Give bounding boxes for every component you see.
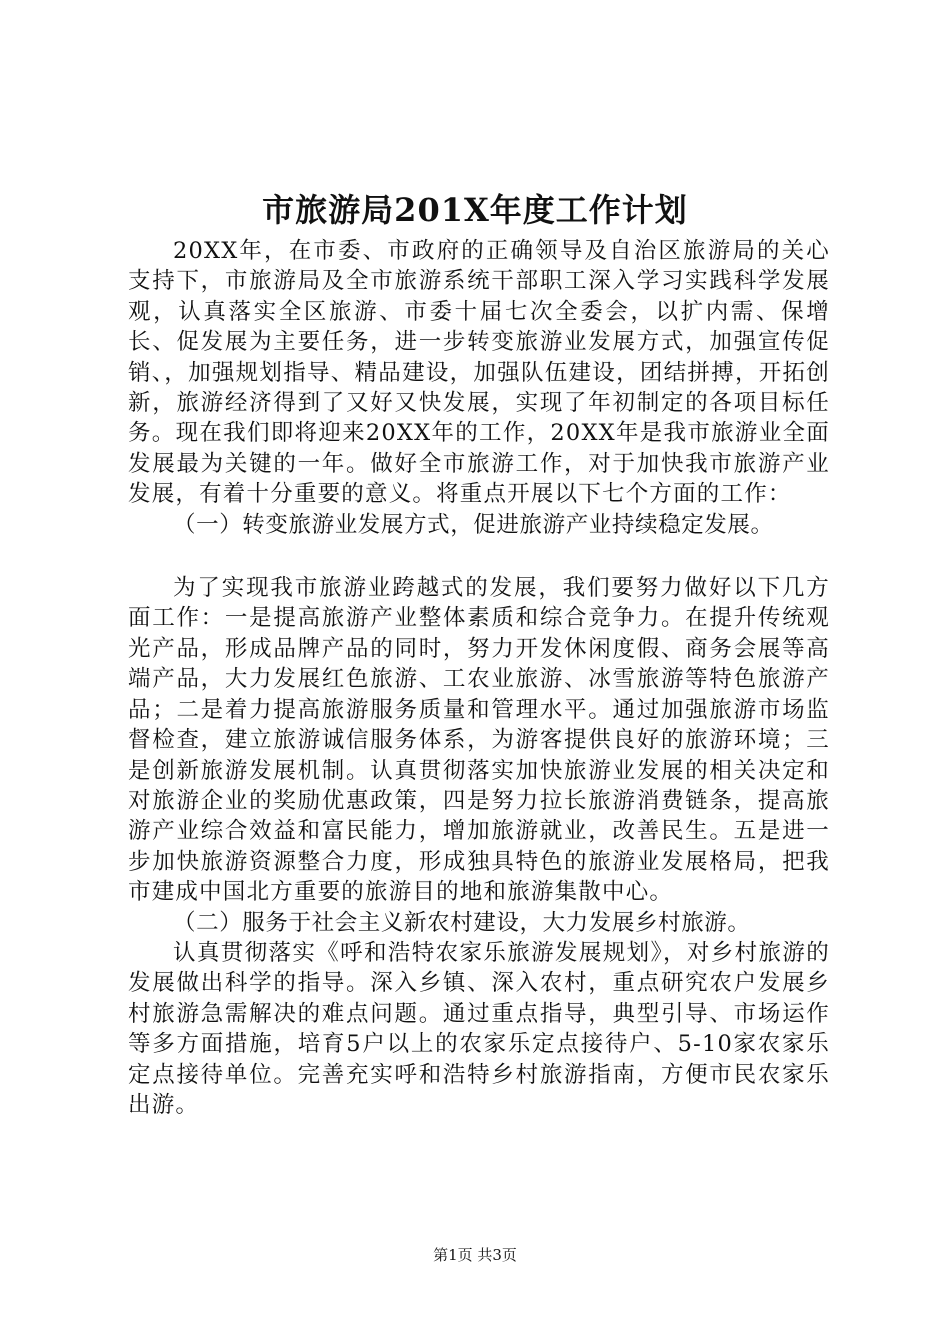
page-number-footer: 第1页 共3页: [433, 1246, 517, 1264]
section-heading-2: （二）服务于社会主义新农村建设，大力发展乡村旅游。: [173, 909, 751, 936]
section-heading-1: （一）转变旅游业发展方式，促进旅游产业持续稳定发展。: [173, 511, 774, 538]
section-2-paragraph: 认真贯彻落实《呼和浩特农家乐旅游发展规划》，对乡村旅游的发展做出科学的指导。深入乡镇、深入农村，重点研究农户发展乡村旅游急需解决的难点问题。通过重点指导，典型引导、市场运作等多方面措施，培育5户以上的农家乐定点接待户、5-10家农家乐定点接待单位。完善充实呼和浩特乡村旅游指南，方便市民农家乐出游。: [128, 939, 830, 1118]
intro-paragraph: 20XX年，在市委、市政府的正确领导及自治区旅游局的关心支持下，市旅游局及全市旅游系统干部职工深入学习实践科学发展观，认真落实全区旅游、市委十届七次全委会，以扩内需、保增长、促发展为主要任务，进一步转变旅游业发展方式，加强宣传促销、，加强规划指导、精品建设，加强队伍建设，团结拼搏，开拓创新，旅游经济得到了又好又快发展，实现了年初制定的各项目标任务。现在我们即将迎来20XX年的工作，20XX年是我市旅游业全面发展最为关键的一年。做好全市旅游工作，对于加快我市旅游产业发展，有着十分重要的意义。将重点开展以下七个方面的工作：: [128, 238, 830, 508]
document-body: [128, 236, 830, 1120]
section-1-paragraph: 为了实现我市旅游业跨越式的发展，我们要努力做好以下几方面工作：一是提高旅游产业整体素质和综合竞争力。在提升传统观光产品，形成品牌产品的同时，努力开发休闲度假、商务会展等高端产品，大力发展红色旅游、工农业旅游、冰雪旅游等特色旅游产品；二是着力提高旅游服务质量和管理水平。通过加强旅游市场监督检查，建立旅游诚信服务体系，为游客提供良好的旅游环境；三是创新旅游发展机制。认真贯彻落实加快旅游业发展的相关决定和对旅游企业的奖励优惠政策，四是努力拉长旅游消费链条，提高旅游产业综合效益和富民能力，增加旅游就业，改善民生。五是进一步加快旅游资源整合力度，形成独具特色的旅游业发展格局，把我市建成中国北方重要的旅游目的地和旅游集散中心。: [128, 575, 830, 906]
document-title: 市旅游局201X年度工作计划: [262, 191, 688, 229]
